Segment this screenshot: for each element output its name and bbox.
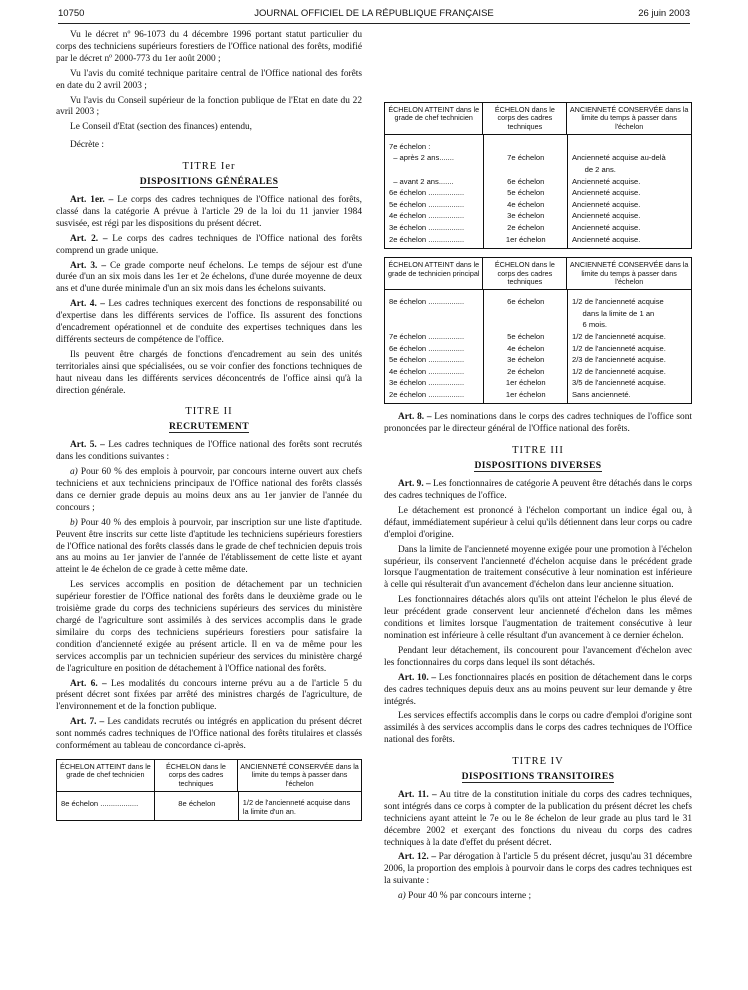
table-cell xyxy=(488,141,564,153)
table-cell xyxy=(488,164,564,176)
article-paragraph: Art. 4. – Les cadres techniques exercent des fonctions de responsabilité ou d'expertise dans les différents services de l'office. Ils assurent des fonctions d'encadrement opérationnel et de conduite des expertises techniques dans les différents secteurs de compétence de l'office. xyxy=(56,299,362,345)
table-cell: 6e échelon ................. xyxy=(389,343,465,353)
table-cell: Ancienneté acquise. xyxy=(571,176,641,186)
article-paragraph: a) Pour 60 % des emplois à pourvoir, par concours interne ouvert aux chefs techniciens et aux techniciens principaux de l'Office national des forêts classés dans ce dernier grade depuis au moins deux ans au 1er janvier de l'année du concours ; xyxy=(56,467,362,513)
table-cell: 1/2 de l'ancienneté acquise. xyxy=(571,343,666,353)
table-cell: 3/5 de l'ancienneté acquise. xyxy=(571,378,666,388)
table-row xyxy=(57,792,361,820)
section-heading: DISPOSITIONS TRANSITOIRES xyxy=(461,771,615,783)
table-header xyxy=(385,258,691,290)
table-cell xyxy=(572,141,688,153)
table-cell: 2e échelon ................. xyxy=(389,389,465,399)
concordance-table xyxy=(56,759,362,821)
table-cell: Ancienneté acquise. xyxy=(571,234,641,244)
article-paragraph: b) Pour 40 % des emplois à pourvoir, par inscription sur une liste d'aptitude. Peuvent être inscrits sur cette liste d'aptitude les techniciens supérieurs forestiers de l'Office national des forêts classés dans le grade de chef technicien depuis trois ans au moins au 1er janvier de l'année de l'établissement de cette liste et ayant atteint le 4e échelon de ce grade à cette même date. xyxy=(56,517,362,576)
table-column xyxy=(385,135,484,248)
table-column xyxy=(568,135,691,248)
table-cell: Ancienneté acquise au-delà xyxy=(571,153,666,163)
table-header-cell: ÉCHELON ATTEINT dans le grade de technicien principal xyxy=(385,258,483,289)
table-cell: Ancienneté acquise. xyxy=(571,223,641,233)
right-column xyxy=(384,30,692,906)
article-paragraph: Les fonctionnaires détachés alors qu'ils ont atteint l'échelon le plus élevé de leur précédent grade conservent leur ancienneté d'échelon dans les mêmes conditions et limites lorsque l'augmentation de traitement consécutive à leur nomination est inférieure à celle résultant d'un avancement à ce dernier échelon. xyxy=(384,595,692,641)
article-paragraph: Art. 5. – Les cadres techniques de l'Office national des forêts sont recrutés dans les conditions suivantes : xyxy=(56,440,362,463)
table-cell: Ancienneté acquise. xyxy=(571,199,641,209)
concordance-table xyxy=(384,102,692,249)
table-cell: 2e échelon xyxy=(507,366,545,376)
table-cell: 2e échelon ................. xyxy=(389,234,465,244)
table-cell xyxy=(488,319,564,331)
article-paragraph: Art. 11. – Au titre de la constitution initiale du corps des cadres techniques, sont intégrés dans ce corps à compter de la publication du présent décret les chefs techniciens ayant atteint le 7e ou le 8e échelon de leur grade au plus tard le 31 décembre 2002 et exerçant des fonctions du niveau du corps des cadres techniques à la date d'effet du présent décret. xyxy=(384,789,692,848)
table-cell: 3e échelon xyxy=(507,211,545,221)
page-number: 10750 xyxy=(58,8,85,19)
table-header-cell: ANCIENNETÉ CONSERVÉE dans la limite du temps à passer dans l'échelon xyxy=(569,260,689,286)
table-cell: – après 2 ans....... xyxy=(389,153,455,163)
article-paragraph: Les services accomplis en position de détachement par un technicien supérieur forestier de l'Office national des forêts dans le deuxième grade ou le troisième grade du corps des techniciens supérieurs des services du ministère chargé de l'agriculture sont assimilés à des services accomplis dans le grade similaire du corps des techniciens supérieurs forestiers pour satisfaire la condition d'ancienneté exigée au présent article. Il en va de même pour les services accomplis par un technicien supérieur des services du ministère chargé de l'agriculture en position de détachement à l'Office national des forêts. xyxy=(56,580,362,674)
section-heading: DISPOSITIONS DIVERSES xyxy=(474,460,602,472)
table-header-cell: ÉCHELON ATTEINT dans le grade de chef technicien xyxy=(57,760,155,791)
table-header xyxy=(57,760,361,792)
table-column xyxy=(568,290,691,403)
visa-paragraph: Vu l'avis du comité technique paritaire central de l'Office national des forêts en date du 2 avril 2003 ; xyxy=(56,68,362,91)
table-cell: 1/2 de l'ancienneté acquise xyxy=(571,297,664,307)
table-cell xyxy=(488,308,564,320)
table-cell: 4e échelon xyxy=(507,343,545,353)
page-header xyxy=(0,8,748,24)
article-paragraph: Art. 1er. – Le corps des cadres techniques de l'Office national des forêts, classé dans la catégorie A prévue à l'article 29 de la loi du 11 janvier 1984 susvisée, est régi par les dispositions du présent décret. xyxy=(56,194,362,229)
table-cell: Sans ancienneté. xyxy=(571,389,631,399)
table-cell: 4e échelon ................. xyxy=(389,366,465,376)
table-cell: 6e échelon xyxy=(507,297,545,307)
visa-paragraph: Le Conseil d'Etat (section des finances) entendu, xyxy=(70,122,253,133)
table-header-cell: ÉCHELON dans le corps des cadres techniques xyxy=(483,258,567,289)
article-paragraph: Art. 9. – Les fonctionnaires de catégorie A peuvent être détachés dans le corps des cadres techniques de l'office. xyxy=(384,479,692,501)
titre-heading: TITRE Ier xyxy=(182,161,236,173)
table-cell: 6e échelon ................. xyxy=(389,188,465,198)
table-cell: 1/2 de l'ancienneté acquise dans la limite d'un an. xyxy=(242,797,351,817)
table-cell: 8e échelon xyxy=(155,792,239,820)
journal-title: JOURNAL OFFICIEL DE LA RÉPUBLIQUE FRANÇAISE xyxy=(254,8,494,19)
titre-heading: TITRE II xyxy=(185,406,233,418)
publication-date: 26 juin 2003 xyxy=(638,8,690,19)
article-paragraph: Dans la limite de l'ancienneté moyenne exigée pour une promotion à l'échelon supérieur, ils conservent l'ancienneté d'échelon acquise dans le précédent grade lorsque l'augmentation de traitement consécutive à leur nomination est inférieure à celle qui résulterait d'un avancement d'échelon dans leur ancienne situation. xyxy=(384,544,692,591)
article-paragraph: a) Pour 40 % par concours interne ; xyxy=(398,891,532,902)
table-cell: – avant 2 ans....... xyxy=(389,176,454,186)
section-heading: DISPOSITIONS GÉNÉRALES xyxy=(139,176,279,188)
decrete-label: Décrète : xyxy=(70,140,104,151)
table-cell: 5e échelon xyxy=(507,188,545,198)
table-cell: 7e échelon ................. xyxy=(389,331,465,341)
article-paragraph: Ils peuvent être chargés de fonctions d'encadrement au sein des unités territoriales ainsi que spécialisées, ou se voir confier des fonctions techniques de haut niveau dans les différents services déconcentrés de l'office ainsi qu'à la direction générale. xyxy=(56,349,362,396)
table-cell: 5e échelon ................. xyxy=(389,199,465,209)
table-cell: 1er échelon xyxy=(505,234,546,244)
table-cell: Ancienneté acquise. xyxy=(571,211,641,221)
section-heading: RECRUTEMENT xyxy=(168,421,250,433)
left-column xyxy=(56,30,362,829)
table-cell: 5e échelon xyxy=(507,331,545,341)
table-body xyxy=(385,290,691,403)
concordance-table xyxy=(384,257,692,404)
table-column xyxy=(484,290,568,403)
table-cell: 1er échelon xyxy=(505,378,546,388)
table-column xyxy=(385,290,484,403)
table-cell: 8e échelon ................. xyxy=(389,297,465,307)
article-paragraph: Pendant leur détachement, ils concourent pour l'avancement d'échelon avec les fonctionnaires du corps dans lequel ils sont détachés. xyxy=(384,645,692,668)
table-header-cell: ÉCHELON dans le corps des cadres techniques xyxy=(483,103,567,134)
table-cell xyxy=(389,319,480,331)
titre-heading: TITRE III xyxy=(512,445,564,457)
visa-paragraph: Vu le décret nº 96-1073 du 4 décembre 1996 portant statut particulier du corps des techniciens supérieurs forestiers de l'Office national des forêts, modifié par le décret nº 2000-773 du 1er août 2000 ; xyxy=(56,30,362,64)
table-cell: 2e échelon xyxy=(507,223,545,233)
table-cell: 7e échelon : xyxy=(389,141,431,151)
table-cell xyxy=(389,164,480,176)
table-header-cell: ÉCHELON dans le corps des cadres techniques xyxy=(155,760,238,791)
table-cell: 7e échelon xyxy=(507,153,545,163)
table-cell: 1/2 de l'ancienneté acquise. xyxy=(571,331,666,341)
table-cell: Ancienneté acquise. xyxy=(571,188,641,198)
article-paragraph: Art. 10. – Les fonctionnaires placés en position de détachement dans le corps des cadres techniques depuis deux ans au moins peuvent sur leur demande y être intégrés. xyxy=(384,672,693,707)
table-cell: 4e échelon xyxy=(507,199,545,209)
table-column xyxy=(484,135,568,248)
table-cell: 1er échelon xyxy=(505,389,546,399)
table-cell: 8e échelon .................. xyxy=(57,792,155,820)
table-cell: 6 mois. xyxy=(571,320,607,330)
table-cell: 2/3 de l'ancienneté acquise. xyxy=(571,355,666,365)
table-cell: 3e échelon xyxy=(507,355,545,365)
table-cell: 6e échelon xyxy=(507,176,545,186)
table-header-cell: ANCIENNETÉ CONSERVÉE dans la limite du temps à passer dans l'échelon xyxy=(569,105,689,131)
table-cell: 1/2 de l'ancienneté acquise. xyxy=(571,366,666,376)
article-paragraph: Art. 3. – Ce grade comporte neuf échelons. Le temps de séjour est d'une durée d'un an six mois dans les 1er et 2e échelons, d'une durée moyenne de deux ans et d'une durée minimale d'un an six mois dans les échelons suivants. xyxy=(56,260,362,295)
article-paragraph: Art. 2. – Le corps des cadres techniques de l'Office national des forêts comprend un grade unique. xyxy=(56,233,362,256)
table-cell: 3e échelon ................. xyxy=(389,378,465,388)
table-cell: 3e échelon ................. xyxy=(389,223,465,233)
header-rule xyxy=(58,23,690,24)
visa-paragraph: Vu l'avis du Conseil supérieur de la fonction publique de l'Etat en date du 22 avril 2003 ; xyxy=(56,95,362,118)
table-cell xyxy=(389,308,480,320)
titre-heading: TITRE IV xyxy=(512,756,564,768)
table-header-cell: ÉCHELON ATTEINT dans le grade de chef technicien xyxy=(385,103,483,134)
table-header xyxy=(385,103,691,135)
article-paragraph: Art. 7. – Les candidats recrutés ou intégrés en application du présent décret sont nommés cadres techniques de l'Office national des forêts titulaires et classés conformément au tableau de concordance ci-après. xyxy=(56,717,362,752)
article-paragraph: Art. 6. – Les modalités du concours interne prévu au a de l'article 5 du présent décret sont fixées par arrêté des ministres chargés de l'agriculture, de l'environnement et de la fonction publique. xyxy=(56,678,362,713)
article-paragraph: Les services effectifs accomplis dans le corps ou cadre d'emploi d'origine sont assimilés à des services accomplis dans le corps des cadres techniques de l'Office national des forêts. xyxy=(384,711,692,746)
table-body xyxy=(385,135,691,248)
article-paragraph: Art. 8. – Les nominations dans le corps des cadres techniques de l'office sont prononcées par le directeur général de l'Office national des forêts. xyxy=(384,412,692,435)
table-cell: 5e échelon ................. xyxy=(389,355,465,365)
table-cell: 4e échelon ................. xyxy=(389,211,465,221)
table-cell: de 2 ans. xyxy=(571,165,616,175)
article-paragraph: Le détachement est prononcé à l'échelon comportant un indice égal ou, à défaut, immédiatement supérieur à celui qu'ils détiennent dans leur corps ou cadre d'emploi d'origine. xyxy=(384,505,692,540)
table-cell: dans la limite de 1 an xyxy=(571,308,655,318)
article-paragraph: Art. 12. – Par dérogation à l'article 5 du présent décret, jusqu'au 31 décembre 2006, la proportion des emplois à pourvoir dans le corps des cadres techniques est la suivante : xyxy=(384,852,692,887)
table-header-cell: ANCIENNETÉ CONSERVÉE dans la limite du temps à passer dans l'échelon xyxy=(240,761,359,788)
